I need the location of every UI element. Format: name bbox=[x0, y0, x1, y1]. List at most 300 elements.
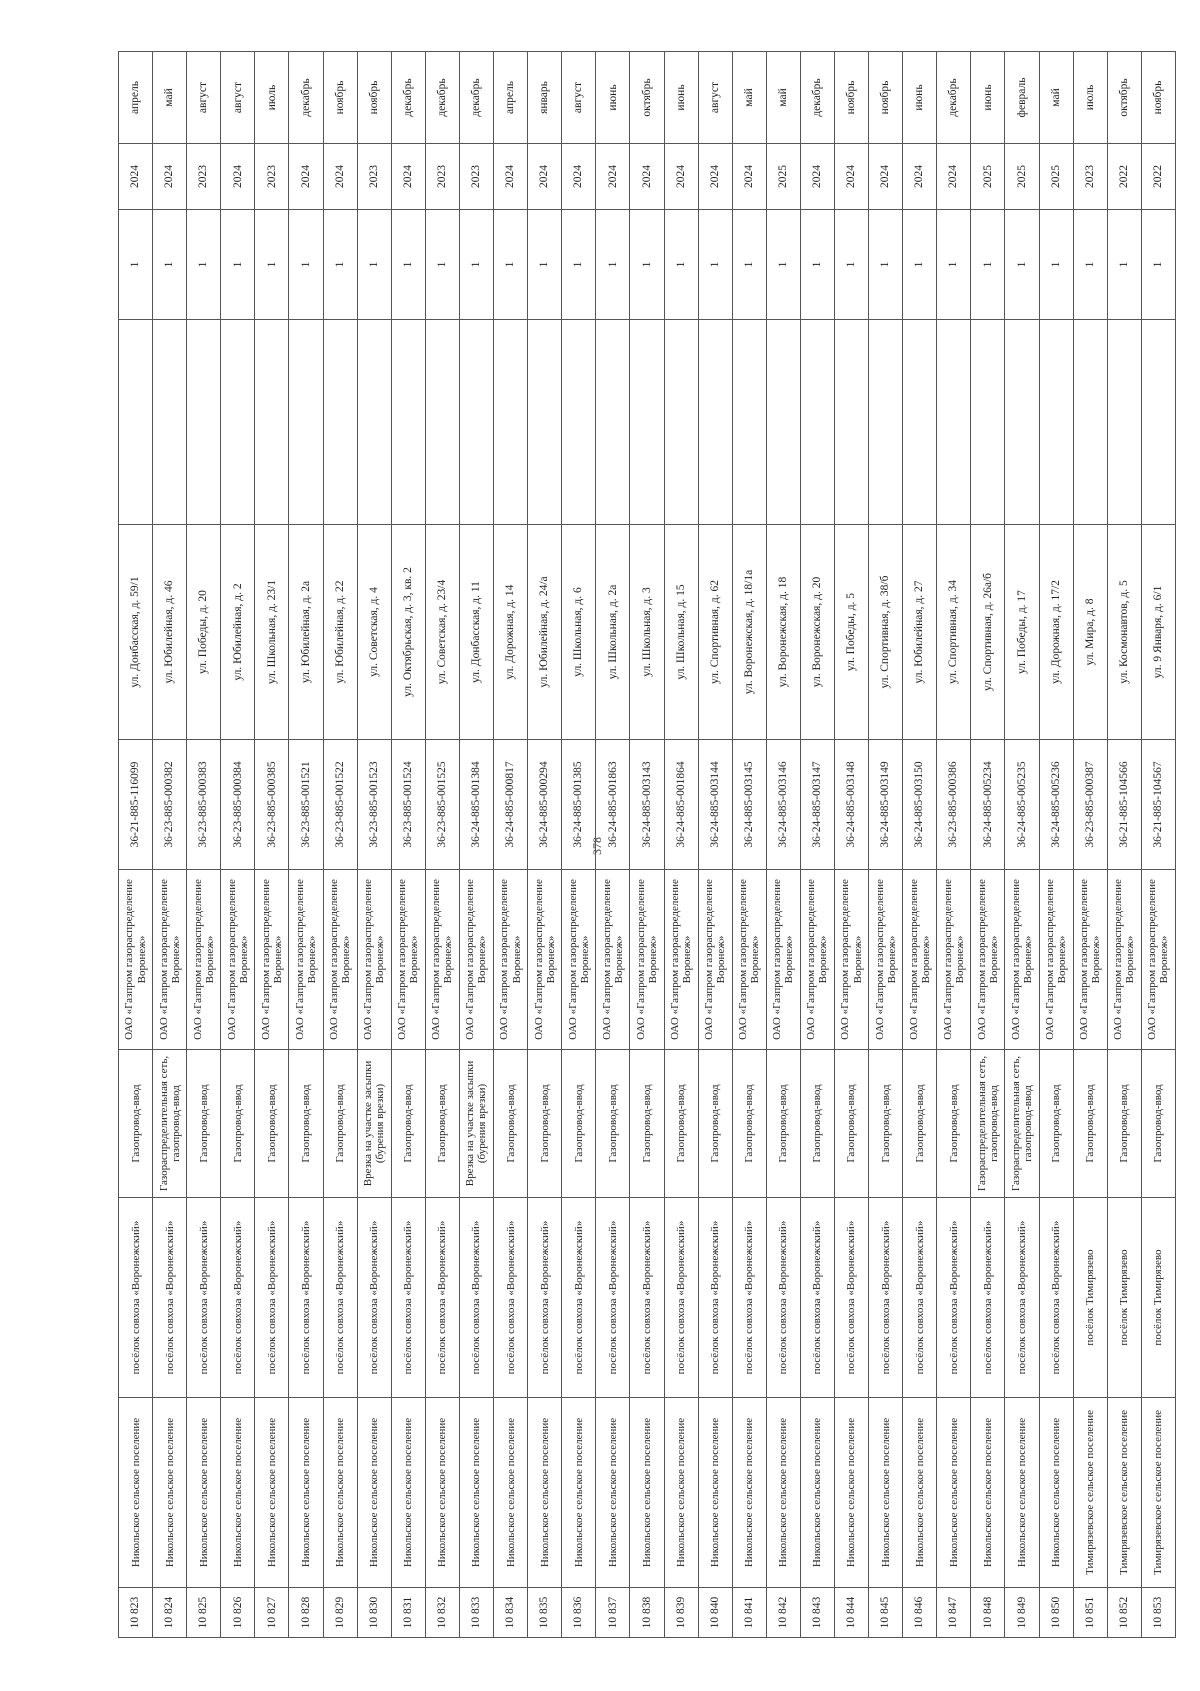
year-cell: 2024 bbox=[528, 144, 562, 210]
year-cell: 2024 bbox=[323, 144, 357, 210]
cadastral-number-cell: 36-23-885-000382 bbox=[153, 740, 187, 870]
table-row bbox=[834, 52, 868, 1638]
municipality-cell: Никольское сельское поселение bbox=[903, 1398, 937, 1588]
month-cell: январь bbox=[528, 52, 562, 144]
cadastral-number-cell: 36-24-885-000294 bbox=[528, 740, 562, 870]
settlement-cell: посёлок совхоза «Воронежский» bbox=[971, 1198, 1005, 1398]
owner-cell: ОАО «Газпром газораспределение Воронеж» bbox=[221, 870, 255, 1050]
settlement-cell: посёлок совхоза «Воронежский» bbox=[391, 1198, 425, 1398]
owner-cell: ОАО «Газпром газораспределение Воронеж» bbox=[869, 870, 903, 1050]
owner-cell: ОАО «Газпром газораспределение Воронеж» bbox=[187, 870, 221, 1050]
settlement-cell: посёлок совхоза «Воронежский» bbox=[221, 1198, 255, 1398]
month-cell: октябрь bbox=[1107, 52, 1141, 144]
extra-info-cell bbox=[119, 320, 153, 525]
municipality-cell: Никольское сельское поселение bbox=[732, 1398, 766, 1588]
count-cell: 1 bbox=[869, 210, 903, 320]
owner-cell: ОАО «Газпром газораспределение Воронеж» bbox=[153, 870, 187, 1050]
year-cell: 2024 bbox=[153, 144, 187, 210]
owner-cell: ОАО «Газпром газораспределение Воронеж» bbox=[1039, 870, 1073, 1050]
count-cell: 1 bbox=[1039, 210, 1073, 320]
month-cell: август bbox=[221, 52, 255, 144]
table-row bbox=[732, 52, 766, 1638]
address-cell: ул. Победы, д. 20 bbox=[187, 525, 221, 740]
municipality-cell: Никольское сельское поселение bbox=[800, 1398, 834, 1588]
month-cell: ноябрь bbox=[357, 52, 391, 144]
year-cell: 2023 bbox=[187, 144, 221, 210]
settlement-cell: посёлок совхоза «Воронежский» bbox=[903, 1198, 937, 1398]
object-type-cell: Газопровод-ввод bbox=[494, 1050, 528, 1198]
rotated-table-container bbox=[118, 52, 1176, 1638]
table-row bbox=[459, 52, 493, 1638]
extra-info-cell bbox=[221, 320, 255, 525]
year-cell: 2024 bbox=[562, 144, 596, 210]
table-row bbox=[255, 52, 289, 1638]
table-row bbox=[766, 52, 800, 1638]
municipality-cell: Тимирязевское сельское поселение bbox=[1073, 1398, 1107, 1588]
row-number-cell: 10 843 bbox=[800, 1588, 834, 1638]
cadastral-number-cell: 36-23-885-000384 bbox=[221, 740, 255, 870]
count-cell: 1 bbox=[562, 210, 596, 320]
row-number-cell: 10 829 bbox=[323, 1588, 357, 1638]
row-number-cell: 10 839 bbox=[664, 1588, 698, 1638]
month-cell: ноябрь bbox=[1141, 52, 1175, 144]
month-cell: август bbox=[562, 52, 596, 144]
cadastral-number-cell: 36-24-885-003145 bbox=[732, 740, 766, 870]
row-number-cell: 10 835 bbox=[528, 1588, 562, 1638]
owner-cell: ОАО «Газпром газораспределение Воронеж» bbox=[664, 870, 698, 1050]
table-row bbox=[562, 52, 596, 1638]
row-number-cell: 10 823 bbox=[119, 1588, 153, 1638]
table-row bbox=[869, 52, 903, 1638]
month-cell: декабрь bbox=[937, 52, 971, 144]
gas-connection-register-table bbox=[118, 51, 1176, 1638]
settlement-cell: посёлок совхоза «Воронежский» bbox=[187, 1198, 221, 1398]
extra-info-cell bbox=[869, 320, 903, 525]
address-cell: ул. Юбилейная, д. 22 bbox=[323, 525, 357, 740]
extra-info-cell bbox=[494, 320, 528, 525]
owner-cell: ОАО «Газпром газораспределение Воронеж» bbox=[971, 870, 1005, 1050]
count-cell: 1 bbox=[425, 210, 459, 320]
year-cell: 2023 bbox=[255, 144, 289, 210]
object-type-cell: Газопровод-ввод bbox=[528, 1050, 562, 1198]
row-number-cell: 10 846 bbox=[903, 1588, 937, 1638]
address-cell: ул. Спортивная, д. 34 bbox=[937, 525, 971, 740]
table-row bbox=[1073, 52, 1107, 1638]
municipality-cell: Никольское сельское поселение bbox=[698, 1398, 732, 1588]
year-cell: 2024 bbox=[596, 144, 630, 210]
extra-info-cell bbox=[1107, 320, 1141, 525]
count-cell: 1 bbox=[187, 210, 221, 320]
cadastral-number-cell: 36-23-885-000383 bbox=[187, 740, 221, 870]
month-cell: июнь bbox=[971, 52, 1005, 144]
settlement-cell: посёлок совхоза «Воронежский» bbox=[630, 1198, 664, 1398]
count-cell: 1 bbox=[221, 210, 255, 320]
extra-info-cell bbox=[903, 320, 937, 525]
cadastral-number-cell: 36-24-885-001385 bbox=[562, 740, 596, 870]
month-cell: май bbox=[153, 52, 187, 144]
settlement-cell: посёлок Тимирязево bbox=[1141, 1198, 1175, 1398]
owner-cell: ОАО «Газпром газораспределение Воронеж» bbox=[323, 870, 357, 1050]
extra-info-cell bbox=[698, 320, 732, 525]
settlement-cell: посёлок совхоза «Воронежский» bbox=[596, 1198, 630, 1398]
cadastral-number-cell: 36-24-885-003146 bbox=[766, 740, 800, 870]
row-number-cell: 10 849 bbox=[1005, 1588, 1039, 1638]
settlement-cell: посёлок совхоза «Воронежский» bbox=[698, 1198, 732, 1398]
cadastral-number-cell: 36-24-885-003148 bbox=[834, 740, 868, 870]
count-cell: 1 bbox=[1141, 210, 1175, 320]
municipality-cell: Никольское сельское поселение bbox=[630, 1398, 664, 1588]
cadastral-number-cell: 36-23-885-001521 bbox=[289, 740, 323, 870]
owner-cell: ОАО «Газпром газораспределение Воронеж» bbox=[596, 870, 630, 1050]
extra-info-cell bbox=[834, 320, 868, 525]
owner-cell: ОАО «Газпром газораспределение Воронеж» bbox=[1073, 870, 1107, 1050]
cadastral-number-cell: 36-21-885-104567 bbox=[1141, 740, 1175, 870]
extra-info-cell bbox=[1005, 320, 1039, 525]
row-number-cell: 10 830 bbox=[357, 1588, 391, 1638]
extra-info-cell bbox=[459, 320, 493, 525]
cadastral-number-cell: 36-21-885-104566 bbox=[1107, 740, 1141, 870]
address-cell: ул. Октябрьская, д. 3, кв. 2 bbox=[391, 525, 425, 740]
cadastral-number-cell: 36-23-885-001523 bbox=[357, 740, 391, 870]
row-number-cell: 10 827 bbox=[255, 1588, 289, 1638]
municipality-cell: Никольское сельское поселение bbox=[1005, 1398, 1039, 1588]
extra-info-cell bbox=[323, 320, 357, 525]
month-cell: июль bbox=[255, 52, 289, 144]
object-type-cell: Газопровод-ввод bbox=[937, 1050, 971, 1198]
table-row bbox=[425, 52, 459, 1638]
settlement-cell: посёлок совхоза «Воронежский» bbox=[494, 1198, 528, 1398]
extra-info-cell bbox=[937, 320, 971, 525]
municipality-cell: Никольское сельское поселение bbox=[1039, 1398, 1073, 1588]
address-cell: ул. Победы, д. 17 bbox=[1005, 525, 1039, 740]
year-cell: 2023 bbox=[425, 144, 459, 210]
object-type-cell: Газопровод-ввод bbox=[425, 1050, 459, 1198]
object-type-cell: Газопровод-ввод bbox=[732, 1050, 766, 1198]
address-cell: ул. 9 Января, д. 6/1 bbox=[1141, 525, 1175, 740]
register-table-wrapper bbox=[118, 52, 1176, 1638]
object-type-cell: Газопровод-ввод bbox=[869, 1050, 903, 1198]
object-type-cell: Газопровод-ввод bbox=[766, 1050, 800, 1198]
extra-info-cell bbox=[800, 320, 834, 525]
extra-info-cell bbox=[562, 320, 596, 525]
row-number-cell: 10 840 bbox=[698, 1588, 732, 1638]
extra-info-cell bbox=[664, 320, 698, 525]
row-number-cell: 10 844 bbox=[834, 1588, 868, 1638]
settlement-cell: посёлок совхоза «Воронежский» bbox=[153, 1198, 187, 1398]
count-cell: 1 bbox=[323, 210, 357, 320]
cadastral-number-cell: 36-24-885-003143 bbox=[630, 740, 664, 870]
year-cell: 2022 bbox=[1107, 144, 1141, 210]
municipality-cell: Никольское сельское поселение bbox=[425, 1398, 459, 1588]
table-row bbox=[323, 52, 357, 1638]
year-cell: 2024 bbox=[630, 144, 664, 210]
cadastral-number-cell: 36-23-885-000387 bbox=[1073, 740, 1107, 870]
table-row bbox=[971, 52, 1005, 1638]
object-type-cell: Газопровод-ввод bbox=[562, 1050, 596, 1198]
address-cell: ул. Школьная, д. 2а bbox=[596, 525, 630, 740]
month-cell: август bbox=[698, 52, 732, 144]
object-type-cell: Газопровод-ввод bbox=[1141, 1050, 1175, 1198]
settlement-cell: посёлок совхоза «Воронежский» bbox=[664, 1198, 698, 1398]
address-cell: ул. Школьная, д. 23/1 bbox=[255, 525, 289, 740]
register-table-body bbox=[119, 52, 1176, 1638]
row-number-cell: 10 831 bbox=[391, 1588, 425, 1638]
table-row bbox=[1005, 52, 1039, 1638]
row-number-cell: 10 834 bbox=[494, 1588, 528, 1638]
count-cell: 1 bbox=[698, 210, 732, 320]
extra-info-cell bbox=[1141, 320, 1175, 525]
settlement-cell: посёлок совхоза «Воронежский» bbox=[562, 1198, 596, 1398]
municipality-cell: Никольское сельское поселение bbox=[187, 1398, 221, 1588]
object-type-cell: Газораспределительная сеть, газопровод-ввод bbox=[153, 1050, 187, 1198]
object-type-cell: Газопровод-ввод bbox=[323, 1050, 357, 1198]
row-number-cell: 10 851 bbox=[1073, 1588, 1107, 1638]
year-cell: 2024 bbox=[494, 144, 528, 210]
year-cell: 2025 bbox=[971, 144, 1005, 210]
month-cell: май bbox=[1039, 52, 1073, 144]
owner-cell: ОАО «Газпром газораспределение Воронеж» bbox=[1107, 870, 1141, 1050]
municipality-cell: Никольское сельское поселение bbox=[119, 1398, 153, 1588]
cadastral-number-cell: 36-23-885-000385 bbox=[255, 740, 289, 870]
table-row bbox=[153, 52, 187, 1638]
count-cell: 1 bbox=[494, 210, 528, 320]
address-cell: ул. Воронежская, д. 18 bbox=[766, 525, 800, 740]
municipality-cell: Никольское сельское поселение bbox=[391, 1398, 425, 1588]
count-cell: 1 bbox=[937, 210, 971, 320]
owner-cell: ОАО «Газпром газораспределение Воронеж» bbox=[903, 870, 937, 1050]
settlement-cell: посёлок совхоза «Воронежский» bbox=[937, 1198, 971, 1398]
month-cell: апрель bbox=[494, 52, 528, 144]
extra-info-cell bbox=[630, 320, 664, 525]
year-cell: 2024 bbox=[289, 144, 323, 210]
table-row bbox=[187, 52, 221, 1638]
cadastral-number-cell: 36-24-885-000817 bbox=[494, 740, 528, 870]
cadastral-number-cell: 36-24-885-001863 bbox=[596, 740, 630, 870]
year-cell: 2023 bbox=[459, 144, 493, 210]
owner-cell: ОАО «Газпром газораспределение Воронеж» bbox=[528, 870, 562, 1050]
row-number-cell: 10 850 bbox=[1039, 1588, 1073, 1638]
extra-info-cell bbox=[1039, 320, 1073, 525]
address-cell: ул. Спортивная, д. 38/б bbox=[869, 525, 903, 740]
settlement-cell: посёлок совхоза «Воронежский» bbox=[800, 1198, 834, 1398]
object-type-cell: Газопровод-ввод bbox=[1073, 1050, 1107, 1198]
year-cell: 2023 bbox=[357, 144, 391, 210]
row-number-cell: 10 841 bbox=[732, 1588, 766, 1638]
address-cell: ул. Дорожная, д. 14 bbox=[494, 525, 528, 740]
address-cell: ул. Юбилейная, д. 2 bbox=[221, 525, 255, 740]
count-cell: 1 bbox=[971, 210, 1005, 320]
settlement-cell: посёлок совхоза «Воронежский» bbox=[289, 1198, 323, 1398]
object-type-cell: Газопровод-ввод bbox=[800, 1050, 834, 1198]
month-cell: август bbox=[187, 52, 221, 144]
table-row bbox=[289, 52, 323, 1638]
address-cell: ул. Советская, д. 4 bbox=[357, 525, 391, 740]
object-type-cell: Газопровод-ввод bbox=[1039, 1050, 1073, 1198]
cadastral-number-cell: 36-23-885-001524 bbox=[391, 740, 425, 870]
owner-cell: ОАО «Газпром газораспределение Воронеж» bbox=[800, 870, 834, 1050]
table-row bbox=[903, 52, 937, 1638]
year-cell: 2024 bbox=[698, 144, 732, 210]
count-cell: 1 bbox=[391, 210, 425, 320]
month-cell: июнь bbox=[903, 52, 937, 144]
cadastral-number-cell: 36-24-885-001384 bbox=[459, 740, 493, 870]
row-number-cell: 10 828 bbox=[289, 1588, 323, 1638]
municipality-cell: Никольское сельское поселение bbox=[834, 1398, 868, 1588]
table-row bbox=[630, 52, 664, 1638]
count-cell: 1 bbox=[800, 210, 834, 320]
owner-cell: ОАО «Газпром газораспределение Воронеж» bbox=[834, 870, 868, 1050]
object-type-cell: Газораспределительная сеть, газопровод-ввод bbox=[1005, 1050, 1039, 1198]
year-cell: 2024 bbox=[221, 144, 255, 210]
cadastral-number-cell: 36-24-885-003149 bbox=[869, 740, 903, 870]
address-cell: ул. Юбилейная, д. 2а bbox=[289, 525, 323, 740]
object-type-cell: Газопровод-ввод bbox=[596, 1050, 630, 1198]
municipality-cell: Никольское сельское поселение bbox=[459, 1398, 493, 1588]
settlement-cell: посёлок совхоза «Воронежский» bbox=[1005, 1198, 1039, 1398]
object-type-cell: Газопровод-ввод bbox=[698, 1050, 732, 1198]
municipality-cell: Никольское сельское поселение bbox=[153, 1398, 187, 1588]
municipality-cell: Никольское сельское поселение bbox=[494, 1398, 528, 1588]
count-cell: 1 bbox=[289, 210, 323, 320]
settlement-cell: посёлок совхоза «Воронежский» bbox=[255, 1198, 289, 1398]
municipality-cell: Никольское сельское поселение bbox=[289, 1398, 323, 1588]
count-cell: 1 bbox=[357, 210, 391, 320]
year-cell: 2024 bbox=[903, 144, 937, 210]
month-cell: декабрь bbox=[425, 52, 459, 144]
row-number-cell: 10 824 bbox=[153, 1588, 187, 1638]
cadastral-number-cell: 36-24-885-003144 bbox=[698, 740, 732, 870]
owner-cell: ОАО «Газпром газораспределение Воронеж» bbox=[937, 870, 971, 1050]
extra-info-cell bbox=[971, 320, 1005, 525]
extra-info-cell bbox=[289, 320, 323, 525]
settlement-cell: посёлок Тимирязево bbox=[1073, 1198, 1107, 1398]
row-number-cell: 10 853 bbox=[1141, 1588, 1175, 1638]
month-cell: декабрь bbox=[289, 52, 323, 144]
owner-cell: ОАО «Газпром газораспределение Воронеж» bbox=[119, 870, 153, 1050]
owner-cell: ОАО «Газпром газораспределение Воронеж» bbox=[425, 870, 459, 1050]
owner-cell: ОАО «Газпром газораспределение Воронеж» bbox=[494, 870, 528, 1050]
settlement-cell: посёлок совхоза «Воронежский» bbox=[119, 1198, 153, 1398]
address-cell: ул. Спортивная, д. 26а/б bbox=[971, 525, 1005, 740]
settlement-cell: посёлок совхоза «Воронежский» bbox=[766, 1198, 800, 1398]
month-cell: июнь bbox=[596, 52, 630, 144]
row-number-cell: 10 842 bbox=[766, 1588, 800, 1638]
month-cell: ноябрь bbox=[869, 52, 903, 144]
row-number-cell: 10 847 bbox=[937, 1588, 971, 1638]
municipality-cell: Никольское сельское поселение bbox=[528, 1398, 562, 1588]
month-cell: июнь bbox=[664, 52, 698, 144]
cadastral-number-cell: 36-24-885-005234 bbox=[971, 740, 1005, 870]
extra-info-cell bbox=[1073, 320, 1107, 525]
table-row bbox=[1039, 52, 1073, 1638]
municipality-cell: Никольское сельское поселение bbox=[869, 1398, 903, 1588]
year-cell: 2023 bbox=[1073, 144, 1107, 210]
settlement-cell: посёлок совхоза «Воронежский» bbox=[323, 1198, 357, 1398]
year-cell: 2025 bbox=[1005, 144, 1039, 210]
address-cell: ул. Юбилейная, д. 46 bbox=[153, 525, 187, 740]
row-number-cell: 10 852 bbox=[1107, 1588, 1141, 1638]
object-type-cell: Газопровод-ввод bbox=[664, 1050, 698, 1198]
table-row bbox=[528, 52, 562, 1638]
municipality-cell: Никольское сельское поселение bbox=[971, 1398, 1005, 1588]
cadastral-number-cell: 36-24-885-001864 bbox=[664, 740, 698, 870]
settlement-cell: посёлок совхоза «Воронежский» bbox=[425, 1198, 459, 1398]
settlement-cell: посёлок совхоза «Воронежский» bbox=[732, 1198, 766, 1398]
row-number-cell: 10 836 bbox=[562, 1588, 596, 1638]
cadastral-number-cell: 36-24-885-005236 bbox=[1039, 740, 1073, 870]
object-type-cell: Газопровод-ввод bbox=[391, 1050, 425, 1198]
year-cell: 2024 bbox=[800, 144, 834, 210]
owner-cell: ОАО «Газпром газораспределение Воронеж» bbox=[766, 870, 800, 1050]
cadastral-number-cell: 36-23-885-000386 bbox=[937, 740, 971, 870]
extra-info-cell bbox=[153, 320, 187, 525]
object-type-cell: Газопровод-ввод bbox=[630, 1050, 664, 1198]
table-row bbox=[1107, 52, 1141, 1638]
month-cell: июль bbox=[1073, 52, 1107, 144]
month-cell: декабрь bbox=[459, 52, 493, 144]
address-cell: ул. Донбасская, д. 59/1 bbox=[119, 525, 153, 740]
address-cell: ул. Воронежская, д. 18/1а bbox=[732, 525, 766, 740]
municipality-cell: Тимирязевское сельское поселение bbox=[1141, 1398, 1175, 1588]
count-cell: 1 bbox=[1073, 210, 1107, 320]
year-cell: 2024 bbox=[937, 144, 971, 210]
address-cell: ул. Мира, д. 8 bbox=[1073, 525, 1107, 740]
table-row bbox=[357, 52, 391, 1638]
object-type-cell: Газопровод-ввод bbox=[834, 1050, 868, 1198]
month-cell: февраль bbox=[1005, 52, 1039, 144]
month-cell: май bbox=[766, 52, 800, 144]
municipality-cell: Никольское сельское поселение bbox=[937, 1398, 971, 1588]
cadastral-number-cell: 36-24-885-003147 bbox=[800, 740, 834, 870]
owner-cell: ОАО «Газпром газораспределение Воронеж» bbox=[630, 870, 664, 1050]
owner-cell: ОАО «Газпром газораспределение Воронеж» bbox=[391, 870, 425, 1050]
owner-cell: ОАО «Газпром газораспределение Воронеж» bbox=[1141, 870, 1175, 1050]
year-cell: 2024 bbox=[391, 144, 425, 210]
year-cell: 2024 bbox=[834, 144, 868, 210]
row-number-cell: 10 837 bbox=[596, 1588, 630, 1638]
count-cell: 1 bbox=[630, 210, 664, 320]
owner-cell: ОАО «Газпром газораспределение Воронеж» bbox=[1005, 870, 1039, 1050]
address-cell: ул. Дорожная, д. 17/2 bbox=[1039, 525, 1073, 740]
settlement-cell: посёлок совхоза «Воронежский» bbox=[357, 1198, 391, 1398]
table-row bbox=[1141, 52, 1175, 1638]
municipality-cell: Никольское сельское поселение bbox=[562, 1398, 596, 1588]
month-cell: декабрь bbox=[800, 52, 834, 144]
year-cell: 2022 bbox=[1141, 144, 1175, 210]
address-cell: ул. Школьная, д. 3 bbox=[630, 525, 664, 740]
count-cell: 1 bbox=[528, 210, 562, 320]
extra-info-cell bbox=[391, 320, 425, 525]
month-cell: ноябрь bbox=[323, 52, 357, 144]
count-cell: 1 bbox=[732, 210, 766, 320]
settlement-cell: посёлок совхоза «Воронежский» bbox=[528, 1198, 562, 1398]
year-cell: 2024 bbox=[119, 144, 153, 210]
municipality-cell: Тимирязевское сельское поселение bbox=[1107, 1398, 1141, 1588]
owner-cell: ОАО «Газпром газораспределение Воронеж» bbox=[732, 870, 766, 1050]
month-cell: май bbox=[732, 52, 766, 144]
count-cell: 1 bbox=[664, 210, 698, 320]
month-cell: декабрь bbox=[391, 52, 425, 144]
settlement-cell: посёлок совхоза «Воронежский» bbox=[869, 1198, 903, 1398]
municipality-cell: Никольское сельское поселение bbox=[664, 1398, 698, 1588]
year-cell: 2024 bbox=[732, 144, 766, 210]
year-cell: 2024 bbox=[664, 144, 698, 210]
extra-info-cell bbox=[596, 320, 630, 525]
extra-info-cell bbox=[732, 320, 766, 525]
address-cell: ул. Воронежская, д. 20 bbox=[800, 525, 834, 740]
address-cell: ул. Юбилейная, д. 24/а bbox=[528, 525, 562, 740]
cadastral-number-cell: 36-23-885-001525 bbox=[425, 740, 459, 870]
